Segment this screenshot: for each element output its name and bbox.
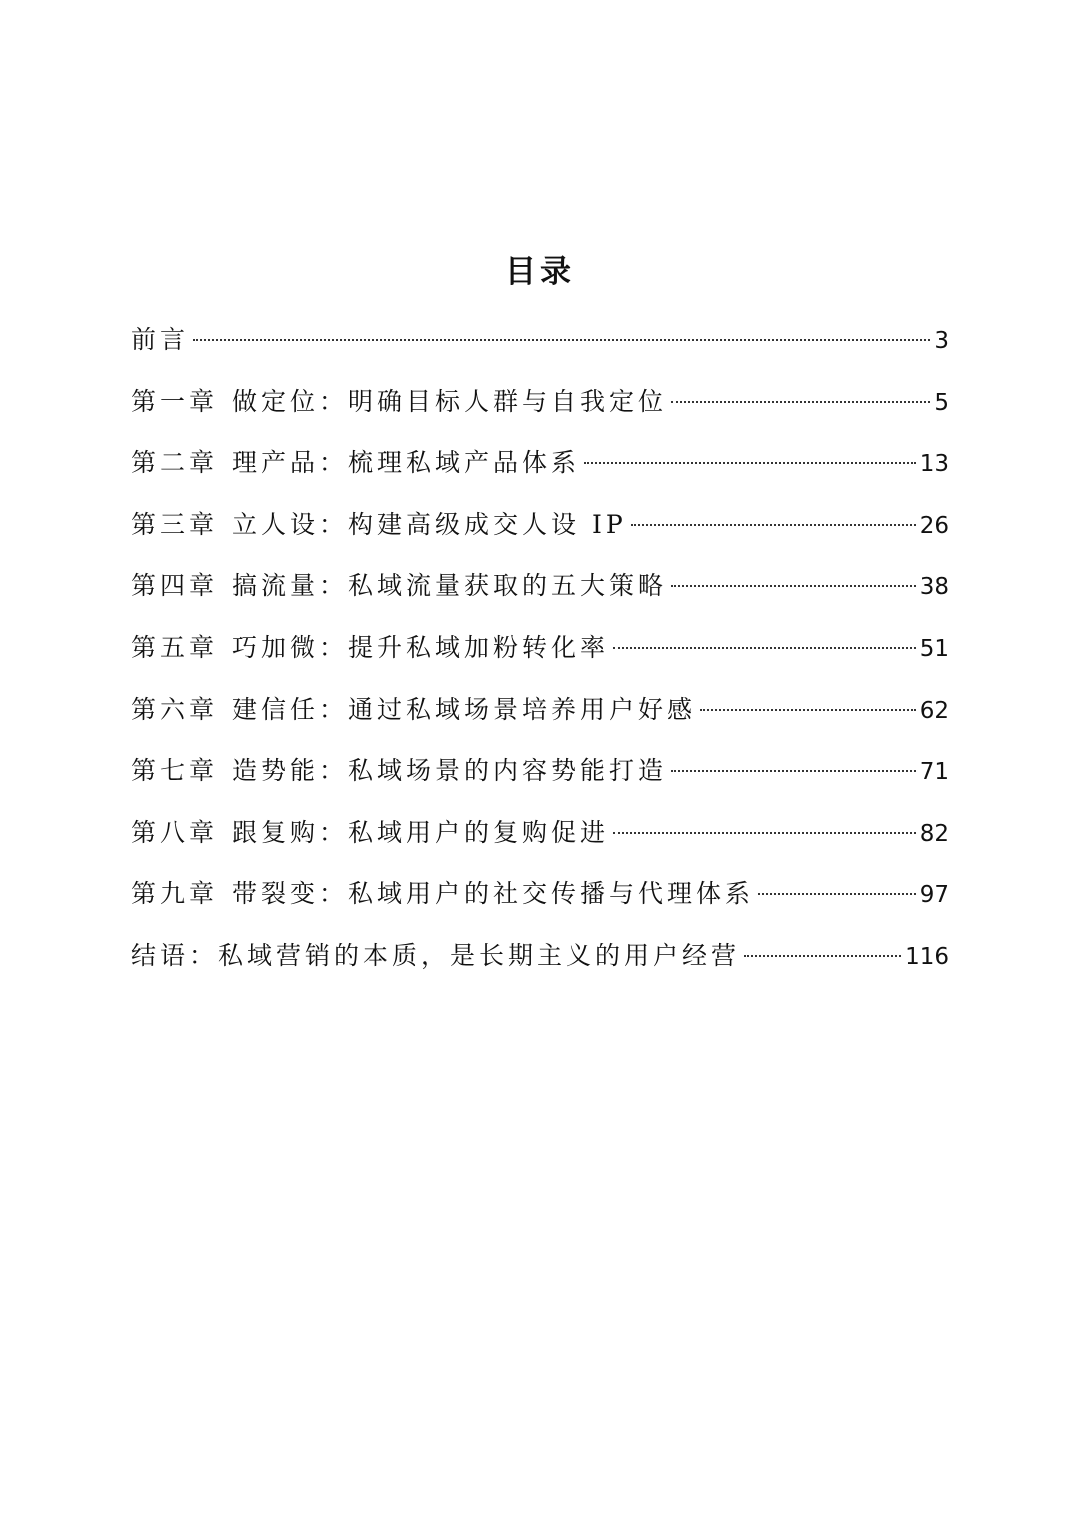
toc-entry-page: 51 [919,635,949,662]
dot-leader [671,401,930,403]
dot-leader [613,647,916,649]
toc-entry-page: 5 [934,389,949,416]
toc-entry-name: 巧加微：提升私域加粉转化率 [232,632,610,662]
toc-entry[interactable] [131,623,949,685]
dot-leader [700,709,916,711]
toc-entry[interactable] [131,500,949,562]
toc-entry[interactable] [131,377,949,439]
dot-leader [671,770,916,772]
toc-entry-chapter: 第四章 [131,571,219,601]
toc-entry-name: 结语：私域营销的本质，是长期主义的用户经营 [131,940,741,970]
toc-entry-page: 97 [919,882,949,909]
toc-entry[interactable] [131,746,949,808]
toc-entry-page: 13 [919,451,949,478]
dot-leader [631,524,916,526]
dot-leader [744,955,901,957]
toc-entry[interactable] [131,685,949,747]
dot-leader [758,893,916,895]
toc-entry[interactable] [131,808,949,870]
toc-entry-name: 做定位：明确目标人群与自我定位 [232,386,668,416]
toc-entry[interactable] [131,869,949,931]
toc-entry-chapter: 第一章 [131,386,219,416]
toc-entry-chapter: 第九章 [131,879,219,909]
toc-entry[interactable] [131,561,949,623]
toc-entry-name: 前言 [131,325,190,354]
toc-entry-name: 建信任：通过私域场景培养用户好感 [232,694,697,724]
toc-entry-chapter: 第五章 [131,632,219,662]
toc-entry-name: 造势能：私域场景的内容势能打造 [232,756,668,786]
toc-entry-page: 71 [919,759,949,786]
toc-entry-chapter: 第二章 [131,448,219,478]
toc-entry[interactable] [131,931,949,993]
toc-entry-chapter: 第七章 [131,756,219,786]
toc-entry-page: 82 [919,820,949,847]
toc-entry-name: 跟复购：私域用户的复购促进 [232,817,610,847]
toc-entry[interactable] [131,438,949,500]
dot-leader [193,339,930,341]
toc-entry-name: 搞流量：私域流量获取的五大策略 [232,571,668,601]
toc-list [131,315,949,993]
toc-entry-page: 116 [905,943,949,970]
toc-entry-name: 带裂变：私域用户的社交传播与代理体系 [232,879,755,909]
toc-entry-chapter: 第三章 [131,509,219,539]
toc-entry-name: 立人设：构建高级成交人设 IP [232,509,627,539]
toc-entry-chapter: 第六章 [131,694,219,724]
toc-entry[interactable] [131,315,949,377]
dot-leader [613,832,916,834]
toc-entry-name: 理产品：梳理私域产品体系 [232,448,581,478]
toc-title: 目录 [505,254,575,290]
toc-entry-chapter: 第八章 [131,817,219,847]
dot-leader [584,462,916,464]
dot-leader [671,585,916,587]
toc-entry-page: 38 [919,574,949,601]
toc-entry-page: 62 [919,697,949,724]
toc-entry-page: 26 [919,512,949,539]
toc-entry-page: 3 [934,328,949,354]
